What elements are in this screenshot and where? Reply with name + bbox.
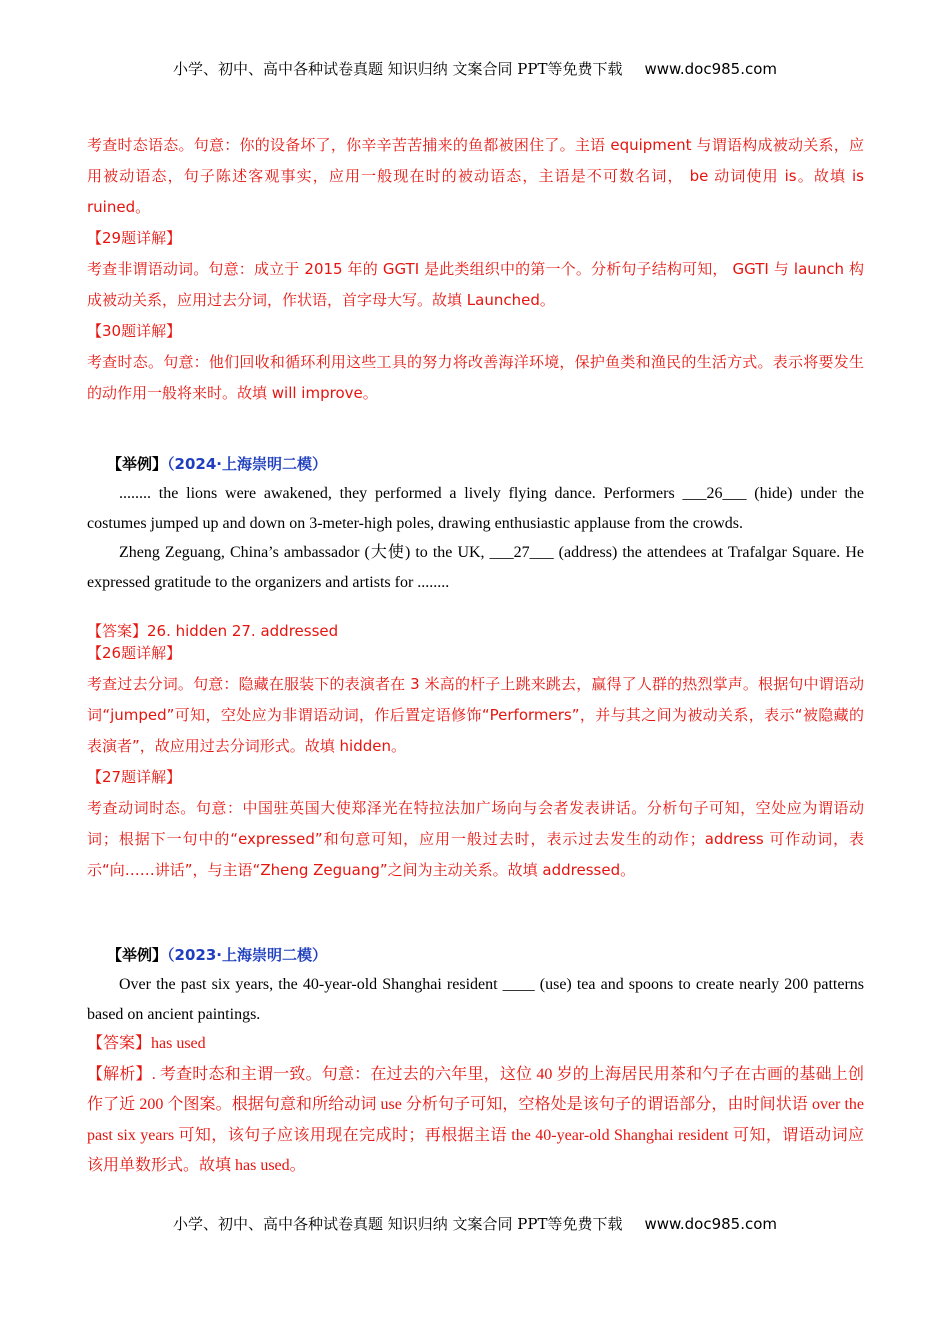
example2-answer: 【答案】has used	[87, 1035, 206, 1052]
footer-text: 小学、初中、高中各种试卷真题 知识归纳 文案合同 PPT等免费下载	[172, 1215, 623, 1233]
example2-heading	[87, 940, 864, 970]
example2-passage: Over the past six years, the 40-year-old Shanghai resident ____ (use) tea and spoons to create nearly 200 patterns based on ancient paintings.	[87, 976, 864, 1023]
q27-label: 【27题详解】	[87, 768, 182, 786]
example2-source: （2023·上海崇明二模）	[167, 946, 327, 964]
q29-explanation: 考查非谓语动词。句意：成立于 2015 年的 GGTI 是此类组织中的第一个。分析句子结构可知， GGTI 与 launch 构成被动关系，应用过去分词，作状语，首字母大写。故填 Launched。	[87, 260, 864, 309]
q30-label: 【30题详解】	[87, 322, 182, 340]
example2-label: 【举例】	[107, 946, 168, 964]
q30-explanation: 考查时态。句意：他们回收和循环利用这些工具的努力将改善海洋环境，保护鱼类和渔民的生活方式。表示将要发生的动作用一般将来时。故填 will improve。	[87, 353, 864, 402]
page-footer	[0, 1213, 950, 1234]
example1-passage-2: Zheng Zeguang, China’s ambassador (大使) to the UK, ___27___ (address) the attendees at Trafalgar Square. He expressed gratitude to the organizers and artists for ........	[87, 544, 864, 591]
page-header	[0, 58, 950, 79]
example2-analysis: 【解析】. 考查时态和主谓一致。句意：在过去的六年里，这位 40 岁的上海居民用茶和勺子在古画的基础上创作了近 200 个图案。根据句意和所给动词 use 分析句子可知，空格处是该句子的谓语部分，由时间状语 over the past six years 可知，该句子应该用现在完成时；再根据主语 the 40-year-old Shanghai resident 可知，谓语动词应该用单数形式。故填 has used。	[87, 1065, 864, 1174]
q26-explanation: 考查过去分词。句意：隐藏在服装下的表演者在 3 米高的杆子上跳来跳去，赢得了人群的热烈掌声。根据句中谓语动词“jumped”可知，空处应为非谓语动词，作后置定语修饰“Performers”，并与其之间为被动关系，表示“被隐藏的表演者”，故应用过去分词形式。故填 hidden。	[87, 675, 864, 755]
q29-label: 【29题详解】	[87, 229, 182, 247]
example1-label: 【举例】	[107, 455, 168, 473]
example1-source: （2024·上海崇明二模）	[167, 455, 327, 473]
main-content	[87, 130, 864, 1182]
q26-label: 【26题详解】	[87, 644, 182, 662]
footer-url[interactable]: www.doc985.com	[644, 1215, 778, 1233]
q28-explanation: 考查时态语态。句意：你的设备坏了，你辛辛苦苦捕来的鱼都被困住了。主语 equipment 与谓语构成被动关系，应用被动语态，句子陈述客观事实，应用一般现在时的被动语态，主语是不可数名词， be 动词使用 is。故填 is ruined。	[87, 136, 864, 216]
example1-passage-1: ........ the lions were awakened, they performed a lively flying dance. Performers ___26___ (hide) under the costumes jumped up and down on 3-meter-high poles, drawing enthusiastic applause from the crowds.	[87, 485, 864, 532]
q27-explanation: 考查动词时态。句意：中国驻英国大使郑泽光在特拉法加广场向与会者发表讲话。分析句子可知，空处应为谓语动词；根据下一句中的“expressed”和句意可知，应用一般过去时，表示过去发生的动作；address 可作动词，表示“向……讲话”，与主语“Zheng Zeguang”之间为主动关系。故填 addressed。	[87, 799, 864, 879]
header-url[interactable]: www.doc985.com	[644, 60, 778, 78]
header-text: 小学、初中、高中各种试卷真题 知识归纳 文案合同 PPT等免费下载	[172, 60, 623, 78]
example1-answer: 【答案】26. hidden 27. addressed	[87, 622, 339, 640]
example1-heading	[87, 449, 864, 479]
